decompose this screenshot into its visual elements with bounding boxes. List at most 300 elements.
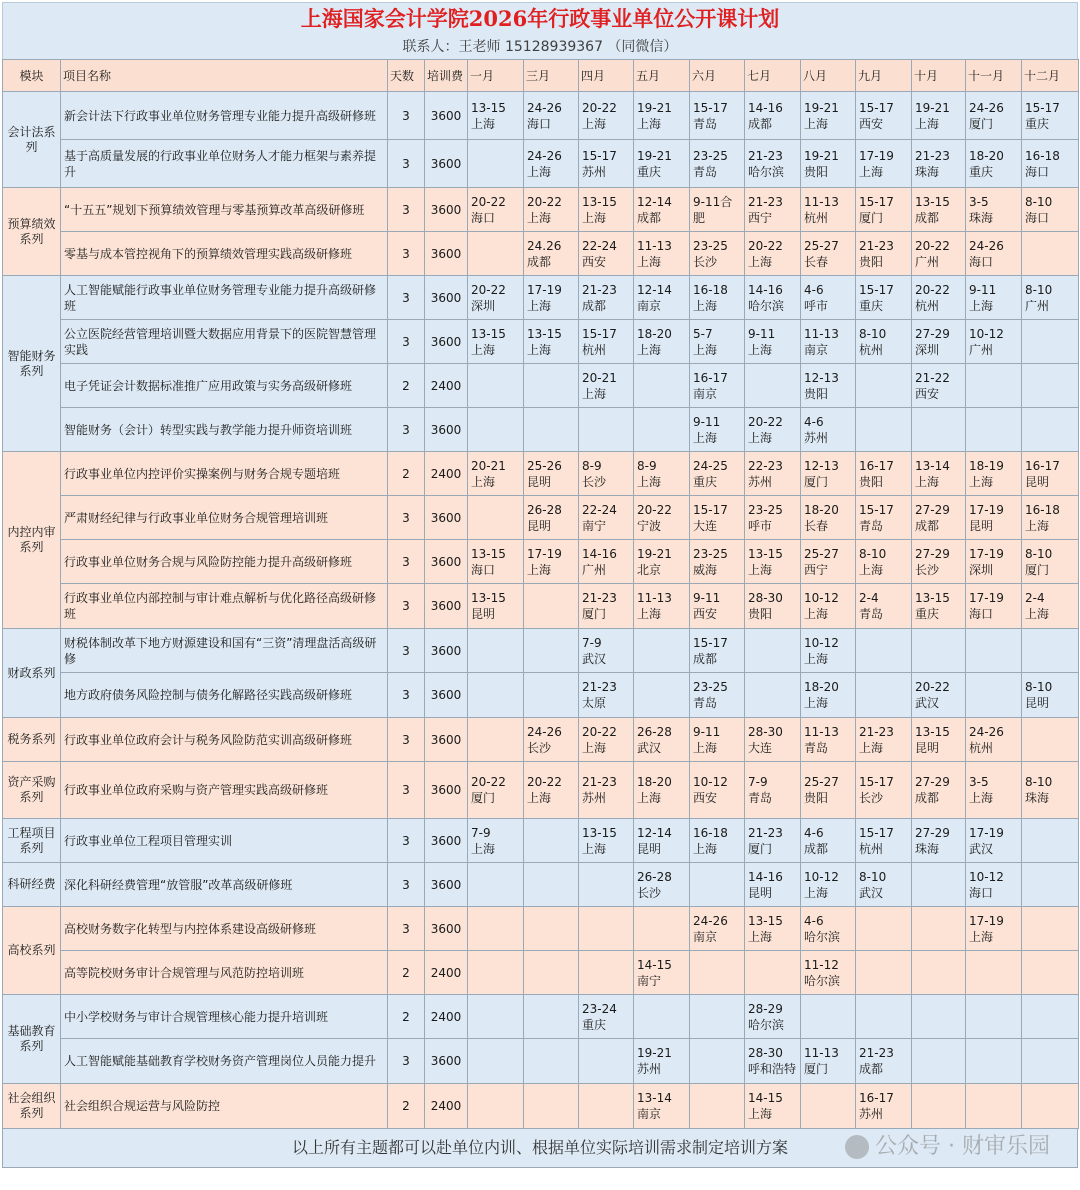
- session-cell: 24-26 海口: [966, 232, 1022, 276]
- column-header: 十一月: [966, 60, 1022, 92]
- session-cell: [856, 907, 912, 951]
- project-name-cell: 中小学校财务与审计合规管理核心能力提升培训班: [61, 995, 388, 1039]
- days-cell: 3: [388, 540, 425, 584]
- fee-cell: 3600: [425, 92, 468, 140]
- fee-cell: 3600: [425, 584, 468, 629]
- session-cell: 20-22 上海: [579, 92, 634, 140]
- project-name-cell: 新会计法下行政事业单位财务管理专业能力提升高级研修班: [61, 92, 388, 140]
- days-cell: 3: [388, 584, 425, 629]
- fee-cell: 3600: [425, 232, 468, 276]
- session-cell: [524, 995, 579, 1039]
- project-name-cell: 行政事业单位财务合规与风险防控能力提升高级研修班: [61, 540, 388, 584]
- session-cell: 20-22 上海: [745, 232, 801, 276]
- session-cell: 13-15 海口: [468, 540, 524, 584]
- table-row: [3, 819, 1079, 863]
- module-cell: 社会组织系列: [3, 1084, 61, 1129]
- session-cell: 28-29 哈尔滨: [745, 995, 801, 1039]
- session-cell: [856, 364, 912, 408]
- days-cell: 3: [388, 92, 425, 140]
- session-cell: [1022, 232, 1079, 276]
- table-row: [3, 232, 1079, 276]
- table-row: [3, 276, 1079, 320]
- session-cell: 23-25 青岛: [690, 673, 745, 718]
- fee-cell: 3600: [425, 673, 468, 718]
- session-cell: [468, 629, 524, 673]
- session-cell: [634, 408, 690, 452]
- session-cell: 27-29 长沙: [912, 540, 966, 584]
- session-cell: 22-24 南宁: [579, 496, 634, 540]
- project-name-cell: 深化科研经费管理“放管服”改革高级研修班: [61, 863, 388, 907]
- session-cell: 7-9 武汉: [579, 629, 634, 673]
- session-cell: [468, 364, 524, 408]
- fee-cell: 2400: [425, 951, 468, 995]
- session-cell: 17-19 上海: [524, 540, 579, 584]
- session-cell: 19-21 上海: [912, 92, 966, 140]
- session-cell: [579, 863, 634, 907]
- session-cell: 27-29 珠海: [912, 819, 966, 863]
- column-header: 培训费: [425, 60, 468, 92]
- wechat-icon: [845, 1135, 869, 1159]
- session-cell: [468, 718, 524, 762]
- session-cell: 9-11合 肥: [690, 188, 745, 232]
- session-cell: 11-13 南京: [801, 320, 856, 364]
- fee-cell: 3600: [425, 140, 468, 188]
- session-cell: 21-23 贵阳: [856, 232, 912, 276]
- days-cell: 3: [388, 819, 425, 863]
- days-cell: 3: [388, 188, 425, 232]
- module-cell: 工程项目系列: [3, 819, 61, 863]
- session-cell: [1022, 364, 1079, 408]
- session-cell: [912, 995, 966, 1039]
- session-cell: 8-9 长沙: [579, 452, 634, 496]
- session-cell: 11-13 杭州: [801, 188, 856, 232]
- session-cell: 23-25 青岛: [690, 140, 745, 188]
- session-cell: 21-23 西宁: [745, 188, 801, 232]
- session-cell: 8-10 杭州: [856, 320, 912, 364]
- session-cell: 16-17 贵阳: [856, 452, 912, 496]
- session-cell: 21-23 厦门: [579, 584, 634, 629]
- session-cell: [634, 364, 690, 408]
- days-cell: 2: [388, 995, 425, 1039]
- table-row: [3, 320, 1079, 364]
- session-cell: 13-15 成都: [912, 188, 966, 232]
- session-cell: [912, 907, 966, 951]
- session-cell: [524, 1039, 579, 1084]
- session-cell: 20-22 上海: [579, 718, 634, 762]
- session-cell: [745, 951, 801, 995]
- session-cell: 26-28 武汉: [634, 718, 690, 762]
- days-cell: 3: [388, 1039, 425, 1084]
- session-cell: 16-18 上海: [690, 276, 745, 320]
- project-name-cell: “十五五”规划下预算绩效管理与零基预算改革高级研修班: [61, 188, 388, 232]
- session-cell: 13-15 上海: [468, 320, 524, 364]
- days-cell: 3: [388, 718, 425, 762]
- project-name-cell: 电子凭证会计数据标准推广应用政策与实务高级研修班: [61, 364, 388, 408]
- days-cell: 3: [388, 762, 425, 819]
- fee-cell: 3600: [425, 320, 468, 364]
- session-cell: [912, 1039, 966, 1084]
- column-header: 七月: [745, 60, 801, 92]
- session-cell: [690, 1084, 745, 1129]
- module-cell: 高校系列: [3, 907, 61, 995]
- session-cell: 17-19 武汉: [966, 819, 1022, 863]
- module-cell: 基础教育系列: [3, 995, 61, 1084]
- fee-cell: 3600: [425, 718, 468, 762]
- module-cell: 内控内审系列: [3, 452, 61, 629]
- session-cell: [579, 1039, 634, 1084]
- session-cell: [856, 995, 912, 1039]
- session-cell: 24-26 上海: [524, 140, 579, 188]
- session-cell: 20-22 上海: [745, 408, 801, 452]
- session-cell: 21-23 成都: [856, 1039, 912, 1084]
- session-cell: [801, 995, 856, 1039]
- session-cell: 12-13 厦门: [801, 452, 856, 496]
- project-name-cell: 高校财务数字化转型与内控体系建设高级研修班: [61, 907, 388, 951]
- table-row: [3, 92, 1079, 140]
- session-cell: 22-23 苏州: [745, 452, 801, 496]
- project-name-cell: 财税体制改革下地方财源建设和国有“三资”清理盘活高级研修: [61, 629, 388, 673]
- table-row: [3, 140, 1079, 188]
- session-cell: [966, 364, 1022, 408]
- session-cell: [690, 863, 745, 907]
- session-cell: 18-20 上海: [634, 762, 690, 819]
- session-cell: [634, 995, 690, 1039]
- session-cell: [468, 907, 524, 951]
- session-cell: [966, 1084, 1022, 1129]
- session-cell: 11-13 上海: [634, 232, 690, 276]
- session-cell: 7-9 青岛: [745, 762, 801, 819]
- days-cell: 2: [388, 951, 425, 995]
- session-cell: 19-21 北京: [634, 540, 690, 584]
- session-cell: 14-15 上海: [745, 1084, 801, 1129]
- session-cell: 20-22 厦门: [468, 762, 524, 819]
- session-cell: 15-17 杭州: [579, 320, 634, 364]
- table-row: [3, 408, 1079, 452]
- session-cell: 13-14 上海: [912, 452, 966, 496]
- session-cell: 15-17 重庆: [1022, 92, 1079, 140]
- table-row: [3, 907, 1079, 951]
- session-cell: 8-10 厦门: [1022, 540, 1079, 584]
- session-cell: [579, 951, 634, 995]
- fee-cell: 3600: [425, 276, 468, 320]
- project-name-cell: 人工智能赋能行政事业单位财务管理专业能力提升高级研修班: [61, 276, 388, 320]
- module-cell: 资产采购系列: [3, 762, 61, 819]
- session-cell: 8-10 上海: [856, 540, 912, 584]
- session-cell: 26-28 长沙: [634, 863, 690, 907]
- project-name-cell: 公立医院经营管理培训暨大数据应用背景下的医院智慧管理实践: [61, 320, 388, 364]
- session-cell: [524, 951, 579, 995]
- session-cell: 24-26 长沙: [524, 718, 579, 762]
- session-cell: 16-18 上海: [1022, 496, 1079, 540]
- column-header: 六月: [690, 60, 745, 92]
- days-cell: 3: [388, 863, 425, 907]
- session-cell: [634, 673, 690, 718]
- session-cell: 21-23 苏州: [579, 762, 634, 819]
- session-cell: 15-17 青岛: [856, 496, 912, 540]
- session-cell: [966, 673, 1022, 718]
- session-cell: 8-10 昆明: [1022, 673, 1079, 718]
- table-row: [3, 496, 1079, 540]
- session-cell: 13-15 上海: [579, 188, 634, 232]
- session-cell: [966, 951, 1022, 995]
- session-cell: [912, 863, 966, 907]
- session-cell: 4-6 成都: [801, 819, 856, 863]
- session-cell: [1022, 718, 1079, 762]
- session-cell: [524, 629, 579, 673]
- session-cell: 8-10 武汉: [856, 863, 912, 907]
- session-cell: [634, 907, 690, 951]
- days-cell: 2: [388, 364, 425, 408]
- session-cell: [801, 1084, 856, 1129]
- session-cell: 27-29 成都: [912, 762, 966, 819]
- column-header: 四月: [579, 60, 634, 92]
- session-cell: [579, 907, 634, 951]
- column-header: 三月: [524, 60, 579, 92]
- session-cell: 16-17 苏州: [856, 1084, 912, 1129]
- days-cell: 3: [388, 232, 425, 276]
- table-row: [3, 1084, 1079, 1129]
- days-cell: 3: [388, 276, 425, 320]
- session-cell: [966, 1039, 1022, 1084]
- session-cell: 15-17 杭州: [856, 819, 912, 863]
- session-cell: 14-16 广州: [579, 540, 634, 584]
- header-row: [3, 60, 1079, 92]
- session-cell: 13-15 重庆: [912, 584, 966, 629]
- table-row: [3, 718, 1079, 762]
- session-cell: 20-22 深圳: [468, 276, 524, 320]
- session-cell: [1022, 819, 1079, 863]
- table-row: [3, 540, 1079, 584]
- session-cell: 13-15 上海: [468, 92, 524, 140]
- table-row: [3, 1039, 1079, 1084]
- session-cell: [468, 863, 524, 907]
- session-cell: 13-15 上海: [579, 819, 634, 863]
- session-cell: [1022, 1084, 1079, 1129]
- project-name-cell: 地方政府债务风险控制与债务化解路径实践高级研修班: [61, 673, 388, 718]
- session-cell: 18-20 重庆: [966, 140, 1022, 188]
- session-cell: 21-22 西安: [912, 364, 966, 408]
- session-cell: [468, 140, 524, 188]
- session-cell: 24-26 南京: [690, 907, 745, 951]
- session-cell: 15-17 厦门: [856, 188, 912, 232]
- session-cell: [524, 584, 579, 629]
- session-cell: 13-15 昆明: [912, 718, 966, 762]
- days-cell: 2: [388, 452, 425, 496]
- session-cell: 23-25 呼市: [745, 496, 801, 540]
- session-cell: 16-17 南京: [690, 364, 745, 408]
- column-header: 模块: [3, 60, 61, 92]
- session-cell: [690, 995, 745, 1039]
- session-cell: 4-6 呼市: [801, 276, 856, 320]
- fee-cell: 3600: [425, 408, 468, 452]
- fee-cell: 2400: [425, 995, 468, 1039]
- session-cell: [1022, 863, 1079, 907]
- session-cell: 18-20 长春: [801, 496, 856, 540]
- session-cell: 9-11 上海: [690, 718, 745, 762]
- footer-note: 以上所有主题都可以赴单位内训、根据单位实际培训需求制定培训方案: [2, 1129, 1078, 1168]
- session-cell: 17-19 深圳: [966, 540, 1022, 584]
- project-name-cell: 行政事业单位政府采购与资产管理实践高级研修班: [61, 762, 388, 819]
- session-cell: 19-21 上海: [634, 92, 690, 140]
- session-cell: 8-10 海口: [1022, 188, 1079, 232]
- session-cell: 18-20 上海: [801, 673, 856, 718]
- fee-cell: 3600: [425, 762, 468, 819]
- project-name-cell: 人工智能赋能基础教育学校财务资产管理岗位人员能力提升: [61, 1039, 388, 1084]
- session-cell: 14-16 昆明: [745, 863, 801, 907]
- session-cell: 17-19 海口: [966, 584, 1022, 629]
- session-cell: 15-17 西安: [856, 92, 912, 140]
- module-cell: 税务系列: [3, 718, 61, 762]
- session-cell: 5-7 上海: [690, 320, 745, 364]
- session-cell: [524, 673, 579, 718]
- session-cell: [912, 629, 966, 673]
- session-cell: 12-13 贵阳: [801, 364, 856, 408]
- days-cell: 3: [388, 140, 425, 188]
- session-cell: 21-23 成都: [579, 276, 634, 320]
- watermark: [845, 1129, 1050, 1160]
- session-cell: 20-22 海口: [468, 188, 524, 232]
- session-cell: 22-24 西安: [579, 232, 634, 276]
- module-cell: 财政系列: [3, 629, 61, 718]
- session-cell: 24-26 厦门: [966, 92, 1022, 140]
- project-name-cell: 智能财务（会计）转型实践与教学能力提升师资培训班: [61, 408, 388, 452]
- table-row: [3, 584, 1079, 629]
- session-cell: 21-23 珠海: [912, 140, 966, 188]
- fee-cell: 2400: [425, 364, 468, 408]
- session-cell: [634, 629, 690, 673]
- module-cell: 智能财务系列: [3, 276, 61, 452]
- session-cell: 12-14 南京: [634, 276, 690, 320]
- session-cell: 21-23 厦门: [745, 819, 801, 863]
- fee-cell: 3600: [425, 819, 468, 863]
- project-name-cell: 行政事业单位内部控制与审计难点解析与优化路径高级研修班: [61, 584, 388, 629]
- session-cell: 9-11 上海: [966, 276, 1022, 320]
- session-cell: 23-25 威海: [690, 540, 745, 584]
- session-cell: 20-21 上海: [579, 364, 634, 408]
- session-cell: 12-14 成都: [634, 188, 690, 232]
- session-cell: 24.26 成都: [524, 232, 579, 276]
- column-header: 一月: [468, 60, 524, 92]
- session-cell: [856, 673, 912, 718]
- session-cell: [912, 951, 966, 995]
- session-cell: 15-17 成都: [690, 629, 745, 673]
- days-cell: 3: [388, 673, 425, 718]
- days-cell: 3: [388, 496, 425, 540]
- session-cell: 16-18 上海: [690, 819, 745, 863]
- session-cell: 23-24 重庆: [579, 995, 634, 1039]
- session-cell: 17-19 上海: [524, 276, 579, 320]
- days-cell: 3: [388, 408, 425, 452]
- session-cell: [468, 673, 524, 718]
- session-cell: [1022, 320, 1079, 364]
- session-cell: 15-17 苏州: [579, 140, 634, 188]
- session-cell: [856, 629, 912, 673]
- fee-cell: 3600: [425, 907, 468, 951]
- session-cell: 19-21 重庆: [634, 140, 690, 188]
- session-cell: [966, 995, 1022, 1039]
- column-header: 八月: [801, 60, 856, 92]
- session-cell: 15-17 长沙: [856, 762, 912, 819]
- days-cell: 3: [388, 320, 425, 364]
- session-cell: 21-23 太原: [579, 673, 634, 718]
- session-cell: 13-14 南京: [634, 1084, 690, 1129]
- project-name-cell: 基于高质量发展的行政事业单位财务人才能力框架与素养提升: [61, 140, 388, 188]
- session-cell: 13-15 昆明: [468, 584, 524, 629]
- session-cell: 2-4 上海: [1022, 584, 1079, 629]
- session-cell: 15-17 大连: [690, 496, 745, 540]
- session-cell: 24-25 重庆: [690, 452, 745, 496]
- session-cell: 14-15 南宁: [634, 951, 690, 995]
- days-cell: 2: [388, 1084, 425, 1129]
- session-cell: [468, 1039, 524, 1084]
- session-cell: 20-22 广州: [912, 232, 966, 276]
- contact-line: 联系人：王老师 15128939367 （同微信）: [2, 35, 1078, 59]
- fee-cell: 3600: [425, 1039, 468, 1084]
- session-cell: [468, 995, 524, 1039]
- project-name-cell: 行政事业单位政府会计与税务风险防范实训高级研修班: [61, 718, 388, 762]
- fee-cell: 3600: [425, 540, 468, 584]
- session-cell: 20-22 武汉: [912, 673, 966, 718]
- session-cell: 20-22 上海: [524, 188, 579, 232]
- session-cell: [1022, 907, 1079, 951]
- schedule-table: [2, 59, 1079, 1129]
- session-cell: 21-23 上海: [856, 718, 912, 762]
- fee-cell: 3600: [425, 629, 468, 673]
- session-cell: [579, 1084, 634, 1129]
- session-cell: 25-26 昆明: [524, 452, 579, 496]
- table-row: [3, 863, 1079, 907]
- session-cell: [856, 408, 912, 452]
- session-cell: [1022, 995, 1079, 1039]
- session-cell: 20-22 杭州: [912, 276, 966, 320]
- session-cell: [524, 364, 579, 408]
- table-row: [3, 188, 1079, 232]
- session-cell: 10-12 上海: [801, 584, 856, 629]
- session-cell: [468, 232, 524, 276]
- session-cell: 27-29 成都: [912, 496, 966, 540]
- session-cell: [1022, 408, 1079, 452]
- session-cell: 28-30 呼和浩特: [745, 1039, 801, 1084]
- session-cell: 18-20 上海: [634, 320, 690, 364]
- session-cell: [1022, 951, 1079, 995]
- session-cell: 16-17 昆明: [1022, 452, 1079, 496]
- session-cell: 19-21 贵阳: [801, 140, 856, 188]
- session-cell: [690, 951, 745, 995]
- session-cell: 25-27 西宁: [801, 540, 856, 584]
- session-cell: 10-12 上海: [801, 629, 856, 673]
- session-cell: [745, 673, 801, 718]
- session-cell: 18-19 上海: [966, 452, 1022, 496]
- session-cell: 9-11 西安: [690, 584, 745, 629]
- column-header: 项目名称: [61, 60, 388, 92]
- column-header: 五月: [634, 60, 690, 92]
- session-cell: [524, 863, 579, 907]
- session-cell: 19-21 上海: [801, 92, 856, 140]
- session-cell: 24-26 海口: [524, 92, 579, 140]
- session-cell: 11-12 哈尔滨: [801, 951, 856, 995]
- table-row: [3, 995, 1079, 1039]
- session-cell: 23-25 长沙: [690, 232, 745, 276]
- column-header: 十月: [912, 60, 966, 92]
- session-cell: 20-21 上海: [468, 452, 524, 496]
- session-cell: 8-10 广州: [1022, 276, 1079, 320]
- session-cell: 24-26 杭州: [966, 718, 1022, 762]
- session-cell: 20-22 上海: [524, 762, 579, 819]
- session-cell: [745, 629, 801, 673]
- session-cell: [912, 408, 966, 452]
- project-name-cell: 高等院校财务审计合规管理与风范防控培训班: [61, 951, 388, 995]
- session-cell: 13-15 上海: [745, 907, 801, 951]
